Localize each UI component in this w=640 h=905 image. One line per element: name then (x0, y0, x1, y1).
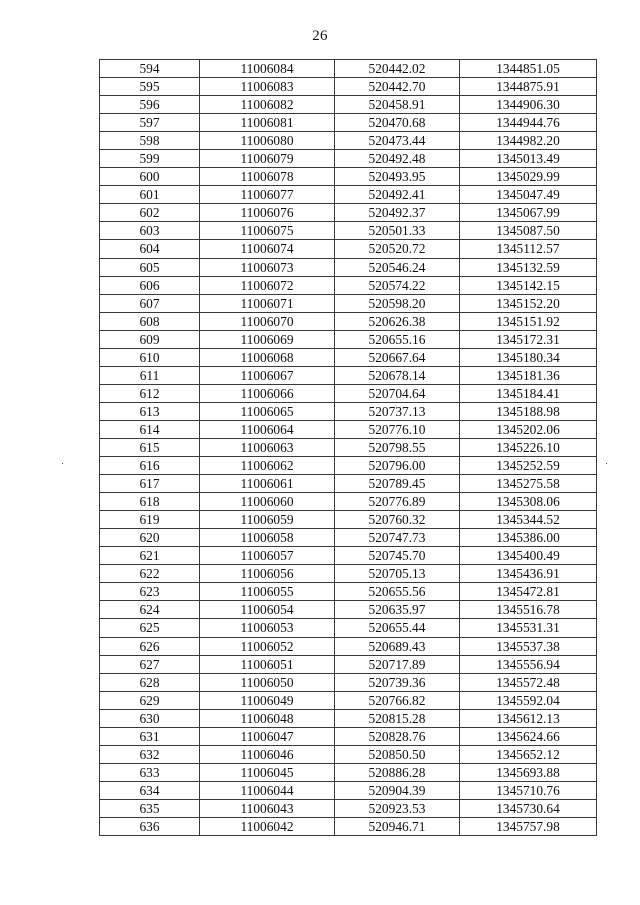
table-row (100, 565, 597, 583)
point-id-cell: 11006078 (200, 168, 335, 186)
point-number-cell: 636 (100, 817, 200, 835)
point-number-cell: 622 (100, 565, 200, 583)
y-coordinate-cell: 1345047.49 (460, 186, 597, 204)
point-id-cell: 11006072 (200, 276, 335, 294)
point-number-cell: 618 (100, 493, 200, 511)
x-coordinate-cell: 520776.10 (335, 420, 460, 438)
x-coordinate-cell: 520904.39 (335, 781, 460, 799)
point-id-cell: 11006050 (200, 673, 335, 691)
coordinates-table (99, 59, 597, 836)
point-id-cell: 11006058 (200, 529, 335, 547)
table-row (100, 366, 597, 384)
point-number-cell: 601 (100, 186, 200, 204)
point-number-cell: 594 (100, 60, 200, 78)
point-number-cell: 625 (100, 619, 200, 637)
y-coordinate-cell: 1345226.10 (460, 438, 597, 456)
y-coordinate-cell: 1345710.76 (460, 781, 597, 799)
table-row (100, 150, 597, 168)
x-coordinate-cell: 520678.14 (335, 366, 460, 384)
point-number-cell: 606 (100, 276, 200, 294)
y-coordinate-cell: 1344851.05 (460, 60, 597, 78)
point-id-cell: 11006076 (200, 204, 335, 222)
point-id-cell: 11006065 (200, 402, 335, 420)
y-coordinate-cell: 1345537.38 (460, 637, 597, 655)
y-coordinate-cell: 1345188.98 (460, 402, 597, 420)
point-number-cell: 634 (100, 781, 200, 799)
y-coordinate-cell: 1345693.88 (460, 763, 597, 781)
point-id-cell: 11006043 (200, 799, 335, 817)
table-row (100, 402, 597, 420)
y-coordinate-cell: 1345757.98 (460, 817, 597, 835)
y-coordinate-cell: 1345275.58 (460, 475, 597, 493)
scan-speck-right (606, 463, 607, 464)
point-number-cell: 624 (100, 601, 200, 619)
x-coordinate-cell: 520598.20 (335, 294, 460, 312)
x-coordinate-cell: 520473.44 (335, 132, 460, 150)
table-row (100, 529, 597, 547)
y-coordinate-cell: 1345152.20 (460, 294, 597, 312)
point-id-cell: 11006082 (200, 96, 335, 114)
y-coordinate-cell: 1345400.49 (460, 547, 597, 565)
x-coordinate-cell: 520470.68 (335, 114, 460, 132)
x-coordinate-cell: 520815.28 (335, 709, 460, 727)
x-coordinate-cell: 520546.24 (335, 258, 460, 276)
y-coordinate-cell: 1344875.91 (460, 78, 597, 96)
point-id-cell: 11006071 (200, 294, 335, 312)
x-coordinate-cell: 520492.41 (335, 186, 460, 204)
y-coordinate-cell: 1345132.59 (460, 258, 597, 276)
y-coordinate-cell: 1345252.59 (460, 457, 597, 475)
x-coordinate-cell: 520492.48 (335, 150, 460, 168)
point-id-cell: 11006083 (200, 78, 335, 96)
point-id-cell: 11006054 (200, 601, 335, 619)
table-row (100, 186, 597, 204)
point-id-cell: 11006066 (200, 384, 335, 402)
point-id-cell: 11006061 (200, 475, 335, 493)
point-id-cell: 11006080 (200, 132, 335, 150)
table-row (100, 384, 597, 402)
x-coordinate-cell: 520798.55 (335, 438, 460, 456)
point-number-cell: 605 (100, 258, 200, 276)
point-number-cell: 615 (100, 438, 200, 456)
point-id-cell: 11006073 (200, 258, 335, 276)
table-row (100, 709, 597, 727)
point-number-cell: 595 (100, 78, 200, 96)
point-id-cell: 11006045 (200, 763, 335, 781)
table-row (100, 240, 597, 258)
point-id-cell: 11006068 (200, 348, 335, 366)
point-id-cell: 11006048 (200, 709, 335, 727)
x-coordinate-cell: 520766.82 (335, 691, 460, 709)
table-row (100, 258, 597, 276)
point-id-cell: 11006064 (200, 420, 335, 438)
table-row (100, 619, 597, 637)
point-number-cell: 604 (100, 240, 200, 258)
x-coordinate-cell: 520705.13 (335, 565, 460, 583)
y-coordinate-cell: 1345172.31 (460, 330, 597, 348)
table-row (100, 655, 597, 673)
point-number-cell: 597 (100, 114, 200, 132)
table-row (100, 637, 597, 655)
y-coordinate-cell: 1345067.99 (460, 204, 597, 222)
point-number-cell: 610 (100, 348, 200, 366)
point-id-cell: 11006060 (200, 493, 335, 511)
y-coordinate-cell: 1344944.76 (460, 114, 597, 132)
x-coordinate-cell: 520492.37 (335, 204, 460, 222)
table-row (100, 168, 597, 186)
table-row (100, 438, 597, 456)
table-row (100, 330, 597, 348)
point-number-cell: 630 (100, 709, 200, 727)
point-number-cell: 619 (100, 511, 200, 529)
y-coordinate-cell: 1345531.31 (460, 619, 597, 637)
point-number-cell: 600 (100, 168, 200, 186)
table-row (100, 493, 597, 511)
point-id-cell: 11006059 (200, 511, 335, 529)
point-id-cell: 11006074 (200, 240, 335, 258)
table-row (100, 817, 597, 835)
point-number-cell: 616 (100, 457, 200, 475)
x-coordinate-cell: 520796.00 (335, 457, 460, 475)
table-row (100, 276, 597, 294)
table-row (100, 511, 597, 529)
point-number-cell: 623 (100, 583, 200, 601)
point-id-cell: 11006063 (200, 438, 335, 456)
y-coordinate-cell: 1345112.57 (460, 240, 597, 258)
point-number-cell: 612 (100, 384, 200, 402)
y-coordinate-cell: 1345472.81 (460, 583, 597, 601)
table-row (100, 222, 597, 240)
table-row (100, 60, 597, 78)
point-id-cell: 11006067 (200, 366, 335, 384)
point-number-cell: 599 (100, 150, 200, 168)
point-number-cell: 628 (100, 673, 200, 691)
table-row (100, 312, 597, 330)
x-coordinate-cell: 520789.45 (335, 475, 460, 493)
table-row (100, 583, 597, 601)
table-row (100, 132, 597, 150)
y-coordinate-cell: 1345386.00 (460, 529, 597, 547)
page-number: 26 (312, 28, 328, 44)
x-coordinate-cell: 520655.56 (335, 583, 460, 601)
point-id-cell: 11006052 (200, 637, 335, 655)
table-row (100, 78, 597, 96)
table-row (100, 673, 597, 691)
point-id-cell: 11006051 (200, 655, 335, 673)
point-number-cell: 633 (100, 763, 200, 781)
y-coordinate-cell: 1345612.13 (460, 709, 597, 727)
table-row (100, 348, 597, 366)
y-coordinate-cell: 1345308.06 (460, 493, 597, 511)
point-number-cell: 596 (100, 96, 200, 114)
y-coordinate-cell: 1345013.49 (460, 150, 597, 168)
x-coordinate-cell: 520886.28 (335, 763, 460, 781)
point-id-cell: 11006047 (200, 727, 335, 745)
point-number-cell: 613 (100, 402, 200, 420)
table-row (100, 96, 597, 114)
x-coordinate-cell: 520923.53 (335, 799, 460, 817)
y-coordinate-cell: 1345436.91 (460, 565, 597, 583)
point-number-cell: 609 (100, 330, 200, 348)
point-id-cell: 11006044 (200, 781, 335, 799)
point-id-cell: 11006057 (200, 547, 335, 565)
point-number-cell: 629 (100, 691, 200, 709)
x-coordinate-cell: 520737.13 (335, 402, 460, 420)
y-coordinate-cell: 1345151.92 (460, 312, 597, 330)
y-coordinate-cell: 1345592.04 (460, 691, 597, 709)
y-coordinate-cell: 1345652.12 (460, 745, 597, 763)
point-id-cell: 11006062 (200, 457, 335, 475)
x-coordinate-cell: 520626.38 (335, 312, 460, 330)
scan-speck-left (62, 463, 63, 464)
point-id-cell: 11006075 (200, 222, 335, 240)
x-coordinate-cell: 520574.22 (335, 276, 460, 294)
table-row (100, 799, 597, 817)
point-number-cell: 631 (100, 727, 200, 745)
x-coordinate-cell: 520442.70 (335, 78, 460, 96)
table-row (100, 763, 597, 781)
point-number-cell: 632 (100, 745, 200, 763)
y-coordinate-cell: 1345184.41 (460, 384, 597, 402)
table-row (100, 745, 597, 763)
point-id-cell: 11006081 (200, 114, 335, 132)
point-number-cell: 598 (100, 132, 200, 150)
y-coordinate-cell: 1345202.06 (460, 420, 597, 438)
y-coordinate-cell: 1345181.36 (460, 366, 597, 384)
y-coordinate-cell: 1345029.99 (460, 168, 597, 186)
x-coordinate-cell: 520655.44 (335, 619, 460, 637)
table-row (100, 727, 597, 745)
table-row (100, 294, 597, 312)
point-number-cell: 626 (100, 637, 200, 655)
x-coordinate-cell: 520946.71 (335, 817, 460, 835)
point-id-cell: 11006056 (200, 565, 335, 583)
x-coordinate-cell: 520442.02 (335, 60, 460, 78)
point-number-cell: 608 (100, 312, 200, 330)
y-coordinate-cell: 1344982.20 (460, 132, 597, 150)
point-id-cell: 11006046 (200, 745, 335, 763)
y-coordinate-cell: 1345556.94 (460, 655, 597, 673)
y-coordinate-cell: 1344906.30 (460, 96, 597, 114)
x-coordinate-cell: 520520.72 (335, 240, 460, 258)
y-coordinate-cell: 1345344.52 (460, 511, 597, 529)
point-id-cell: 11006079 (200, 150, 335, 168)
table-row (100, 601, 597, 619)
table-row (100, 114, 597, 132)
table-row (100, 691, 597, 709)
point-number-cell: 635 (100, 799, 200, 817)
x-coordinate-cell: 520667.64 (335, 348, 460, 366)
x-coordinate-cell: 520850.50 (335, 745, 460, 763)
point-number-cell: 621 (100, 547, 200, 565)
y-coordinate-cell: 1345180.34 (460, 348, 597, 366)
y-coordinate-cell: 1345516.78 (460, 601, 597, 619)
table-row (100, 204, 597, 222)
point-id-cell: 11006049 (200, 691, 335, 709)
x-coordinate-cell: 520745.70 (335, 547, 460, 565)
point-id-cell: 11006070 (200, 312, 335, 330)
point-number-cell: 611 (100, 366, 200, 384)
point-number-cell: 627 (100, 655, 200, 673)
table-row (100, 781, 597, 799)
x-coordinate-cell: 520776.89 (335, 493, 460, 511)
x-coordinate-cell: 520635.97 (335, 601, 460, 619)
y-coordinate-cell: 1345572.48 (460, 673, 597, 691)
point-number-cell: 602 (100, 204, 200, 222)
x-coordinate-cell: 520493.95 (335, 168, 460, 186)
table-row (100, 420, 597, 438)
x-coordinate-cell: 520689.43 (335, 637, 460, 655)
x-coordinate-cell: 520739.36 (335, 673, 460, 691)
y-coordinate-cell: 1345142.15 (460, 276, 597, 294)
table-row (100, 475, 597, 493)
x-coordinate-cell: 520717.89 (335, 655, 460, 673)
point-id-cell: 11006077 (200, 186, 335, 204)
x-coordinate-cell: 520704.64 (335, 384, 460, 402)
point-number-cell: 607 (100, 294, 200, 312)
y-coordinate-cell: 1345730.64 (460, 799, 597, 817)
table-row (100, 457, 597, 475)
point-number-cell: 620 (100, 529, 200, 547)
y-coordinate-cell: 1345624.66 (460, 727, 597, 745)
coordinates-table-body (100, 60, 597, 836)
point-id-cell: 11006055 (200, 583, 335, 601)
y-coordinate-cell: 1345087.50 (460, 222, 597, 240)
x-coordinate-cell: 520501.33 (335, 222, 460, 240)
x-coordinate-cell: 520828.76 (335, 727, 460, 745)
table-row (100, 547, 597, 565)
point-number-cell: 614 (100, 420, 200, 438)
point-id-cell: 11006069 (200, 330, 335, 348)
x-coordinate-cell: 520760.32 (335, 511, 460, 529)
x-coordinate-cell: 520747.73 (335, 529, 460, 547)
x-coordinate-cell: 520458.91 (335, 96, 460, 114)
point-id-cell: 11006042 (200, 817, 335, 835)
point-id-cell: 11006084 (200, 60, 335, 78)
x-coordinate-cell: 520655.16 (335, 330, 460, 348)
point-id-cell: 11006053 (200, 619, 335, 637)
point-number-cell: 603 (100, 222, 200, 240)
point-number-cell: 617 (100, 475, 200, 493)
